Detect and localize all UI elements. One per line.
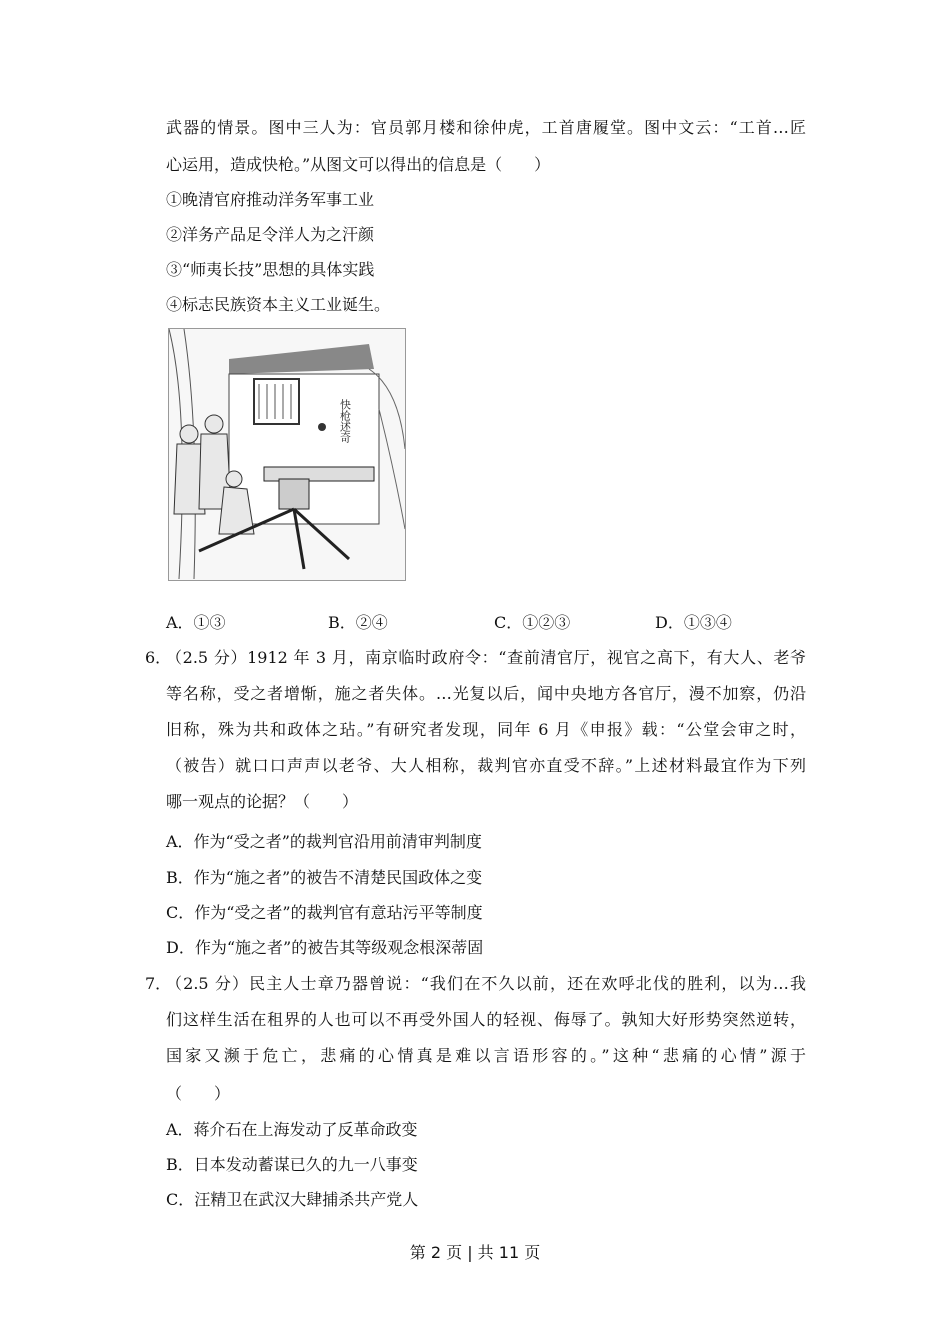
q5-text-line: 心运用，造成快枪。”从图文可以得出的信息是（ ） [166,155,551,174]
q7-text-line: 国家又濒于危亡，悲痛的心情真是难以言语形容的。”这种“悲痛的心情”源于 [166,1046,806,1065]
q5-statement: ①晚清官府推动洋务军事工业 [166,190,375,209]
historical-illustration [168,328,406,581]
q6-option-c[interactable]: C．作为“受之者”的裁判官有意玷污平等制度 [166,903,483,922]
q5-option-b[interactable]: B．②④ [328,613,388,632]
q6-text-line: 等名称，受之者增惭，施之者失体。…光复以后，闻中央地方各官厅，漫不加察，仍沿 [166,684,806,703]
q5-statement: ②洋务产品足令洋人为之汗颜 [166,225,375,244]
q5-option-c[interactable]: C．①②③ [494,613,571,632]
q6-option-a[interactable]: A．作为“受之者”的裁判官沿用前清审判制度 [166,832,482,851]
q7-text-line: （2.5 分）民主人士章乃器曾说：“我们在不久以前，还在欢呼北伐的胜利，以为…我 [166,974,806,993]
q5-statement: ③“师夷长技”思想的具体实践 [166,260,375,279]
q7-option-a[interactable]: A．蒋介石在上海发动了反革命政变 [166,1120,418,1139]
q5-option-d[interactable]: D．①③④ [655,613,732,632]
q7-text-line: 们这样生活在租界的人也可以不再受外国人的轻视、侮辱了。孰知大好形势突然逆转， [166,1010,806,1029]
q6-text-line: （2.5 分）1912 年 3 月，南京临时政府令：“查前清官厅，视官之高下，有大人、老爷 [166,648,806,667]
q7-number: 7． [145,974,172,993]
q6-text-line: 哪一观点的论据？（ ） [166,792,359,811]
q6-option-d[interactable]: D．作为“施之者”的被告其等级观念根深蒂固 [166,938,484,957]
q6-text-line: （被告）就口口声声以老爷、大人相称，裁判官亦直受不辞。”上述材料最宜作为下列 [166,756,806,775]
page-footer: 第 2 页 | 共 11 页 [409,1243,541,1262]
q5-text-line: 武器的情景。图中三人为：官员郭月楼和徐仲虎，工首唐履堂。图中文云：“工首…匠 [166,118,806,137]
q6-number: 6． [145,648,172,667]
figure-caption: 快枪述奇 [338,399,352,443]
q6-text-line: 旧称，殊为共和政体之玷。”有研究者发现，同年 6 月《申报》载：“公堂会审之时， [166,720,806,739]
q7-text-line: （ ） [166,1084,231,1103]
q7-option-c[interactable]: C．汪精卫在武汉大肆捕杀共产党人 [166,1190,419,1209]
q5-statement: ④标志民族资本主义工业诞生。 [166,295,391,314]
q7-option-b[interactable]: B．日本发动蓄谋已久的九一八事变 [166,1155,418,1174]
q6-option-b[interactable]: B．作为“施之者”的被告不清楚民国政体之变 [166,868,483,887]
illustration-drawing [169,329,405,580]
q5-option-a[interactable]: A．①③ [166,613,226,632]
